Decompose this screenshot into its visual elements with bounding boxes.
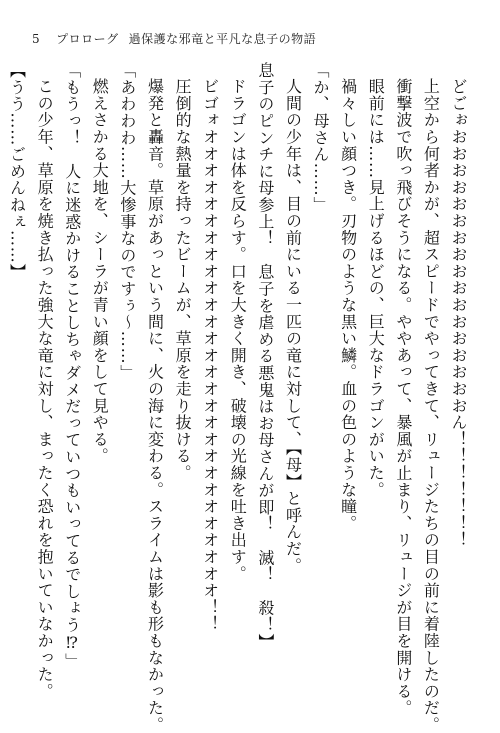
text-line: 燃えさかる大地を、シーラが青い顔をして見やる。 <box>90 78 110 465</box>
text-line: 眼前には……見上げるほどの、巨大なドラゴンがいた。 <box>366 78 386 498</box>
text-line: 禍々しい顔つき。刃物のような黒い鱗。血の色のような瞳。 <box>338 78 358 532</box>
text-line: ビゴォオオオオオオオオオオオオオオオオオオオオオオオオオオオオ！！ <box>200 78 220 633</box>
text-line: 圧倒的な熱量を持ったビームが、草原を走り抜ける。 <box>173 78 193 482</box>
page-number: 5 <box>32 32 41 46</box>
dialogue-line: 「か、母さん……」 <box>311 62 331 214</box>
text-line: 衝撃波で吹っ飛びそうになる。ややあって、暴風が止まり、リュージが目を開ける。 <box>393 78 413 717</box>
dialogue-line: 「もうっ！ 人に迷惑かけることしちゃダメだっていつもいってるでしょう⁉」 <box>62 62 82 670</box>
section-name: プロローグ <box>56 32 119 46</box>
text-line: 人間の少年は、目の前にいる一匹の竜に対して、【母】と呼んだ。 <box>283 78 303 574</box>
dialogue-line: 「あわわわ……大惨事なのですぅ～……」 <box>117 62 137 382</box>
text-line: 上空から何者かが、超スピードでやってきて、リュージたちの目の前に着陸したのだ。 <box>421 78 441 733</box>
book-title: 過保護な邪竜と平凡な息子の物語 <box>128 32 317 46</box>
text-line: この少年、草原を焼き払った強大な竜に対し、まったく恐れを抱いていなかった。 <box>35 78 55 700</box>
text-line: どごぉおおおおおおおおおおおおおおおおおん！！！！！！！ <box>449 78 468 549</box>
running-header <box>32 30 316 47</box>
text-line: 爆発と轟音。草原があっという間に、火の海に変わる。スライムは影も形もなかった。 <box>145 78 165 733</box>
text-line: ドラゴンは体を反らす。口を大きく開き、破壊の光線を吐き出す。 <box>228 78 248 582</box>
dialogue-line: 【うう……ごめんねぇ……】 <box>7 62 27 281</box>
vertical-text-body <box>7 62 472 733</box>
dialogue-line: 息子のピンチに母参上！ 息子を虐める悪鬼はお母さんが即！ 滅！ 殺！】 <box>255 62 275 650</box>
